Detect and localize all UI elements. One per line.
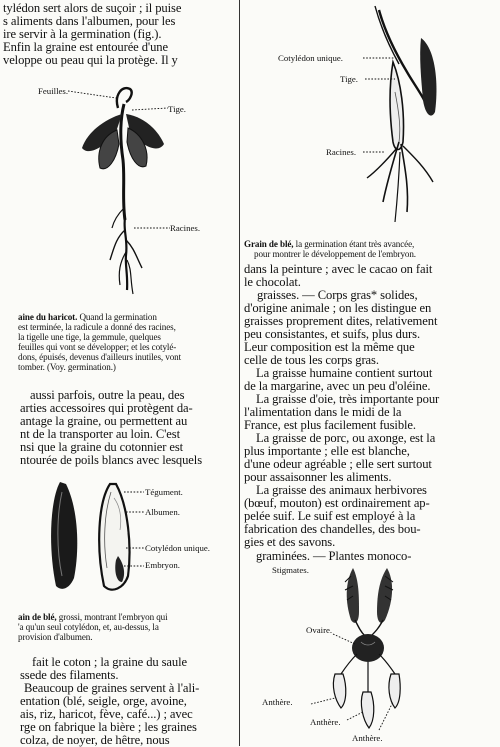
body-line: pour assaisonner les aliments. xyxy=(244,470,392,484)
intro-line: tylédon sert alors de suçoir ; il puise xyxy=(3,1,182,15)
body-line: La graisse de porc, ou axonge, est la xyxy=(256,431,436,445)
body-line: La graisse humaine contient surtout xyxy=(256,366,433,380)
figure-label-anthere: Anthère. xyxy=(352,733,383,743)
body-line: ssede des filaments. xyxy=(20,668,119,682)
figure-label-tegument: Tégument. xyxy=(145,487,183,497)
body-line: pelée suif. Le suif est employé à la xyxy=(244,509,416,523)
figure-label-stigmates: Stigmates. xyxy=(272,565,309,575)
body-line: nsi que la graine du cotonnier est xyxy=(20,440,184,454)
body-line: La graisse d'oie, très importante pour xyxy=(256,392,440,406)
body-line: ais, riz, haricot, fève, café...) ; avec xyxy=(20,707,193,721)
body-line: Leur composition est la même que xyxy=(244,340,415,354)
entry-headword-graisses: graisses. — Corps gras* solides, xyxy=(257,288,418,302)
figure-label-anthere: Anthère. xyxy=(262,697,293,707)
figure-caption-line: 'a qu'un seul cotylédon, et, au-dessus, la xyxy=(18,622,159,632)
figure-label-racines: Racines. xyxy=(170,223,201,233)
entry-headword-graminees: graminées. — Plantes monoco- xyxy=(256,549,412,563)
body-line: entation (blé, seigle, orge, avoine, xyxy=(20,694,187,708)
body-line: peu consistantes, et suifs, plus durs. xyxy=(244,327,420,341)
ble-germination-illustration xyxy=(345,2,455,232)
figure-caption-line: feuilles qui vont se développer; et les cotylé- xyxy=(18,342,177,352)
figure-label-anthere: Anthère. xyxy=(310,717,341,727)
figure-label-racines: Racines. xyxy=(326,147,357,157)
figure-caption-line: est terminée, la radicule a donné des racines, xyxy=(18,322,176,332)
body-line: gies et des savons. xyxy=(244,535,336,549)
body-line: antage la graine, ou permettent au xyxy=(20,414,188,428)
figure-label-ovaire: Ovaire. xyxy=(306,625,333,635)
figure-caption-title: aine du haricot. xyxy=(18,312,78,322)
body-line: Beaucoup de graines servent à l'ali- xyxy=(24,681,200,695)
body-line: ntourée de poils blancs avec lesquels xyxy=(20,453,202,467)
body-line: France, est plus facilement fusible. xyxy=(244,418,416,432)
body-line: arties accessoires qui protègent da- xyxy=(20,401,193,415)
body-line: celle de tous les corps gras. xyxy=(244,353,379,367)
figure-label-cotyledon: Cotylédon unique. xyxy=(145,543,210,553)
figure-caption-line: pour montrer le développement de l'embryon. xyxy=(254,249,416,259)
body-line: d'origine animale ; on les distingue en xyxy=(244,301,432,315)
body-line: dans la peinture ; avec le cacao on fait xyxy=(244,262,433,276)
body-line: colza, de noyer, de hêtre, nous xyxy=(20,733,170,747)
intro-line: ire servir à la germination (fig.). xyxy=(3,27,162,41)
figure-label-feuilles: Feuilles. xyxy=(38,86,69,96)
haricot-germination-illustration xyxy=(70,80,210,305)
body-line: graisses proprement dites, relativement xyxy=(244,314,438,328)
figure-caption-line: Grain de blé, la germination étant très avancée, xyxy=(244,239,415,249)
figure-label-tige: Tige. xyxy=(168,104,187,114)
figure-caption-line: ain de blé, grossi, montrant l'embryon qui xyxy=(18,612,168,622)
figure-caption-title: Grain de blé, xyxy=(244,239,294,249)
figure-label-cotyledon: Cotylédon unique. xyxy=(278,53,343,63)
body-line: fait le coton ; la graine du saule xyxy=(32,655,188,669)
figure-caption-title: ain de blé, xyxy=(18,612,57,622)
column-divider xyxy=(239,0,240,746)
body-line: le chocolat. xyxy=(244,275,301,289)
figure-caption-line: la tigelle une tige, la gemmule, quelques xyxy=(18,332,161,342)
body-line: (bœuf, mouton) est ordinairement ap- xyxy=(244,496,430,510)
figure-label-albumen: Albumen. xyxy=(145,507,180,517)
body-line: aussi parfois, outre la peau, des xyxy=(30,388,185,402)
figure-caption-line: tomber. (Voy. germination.) xyxy=(18,362,116,372)
figure-label-tige: Tige. xyxy=(340,74,359,84)
body-line: d'une odeur agréable ; elle sert surtout xyxy=(244,457,432,471)
intro-line: veloppe ou peau qui la protège. Il y xyxy=(3,53,178,67)
body-line: nt de la transporter au loin. C'est xyxy=(20,427,180,441)
figure-caption-line: provision d'albumen. xyxy=(18,632,93,642)
intro-line: Enfin la graine est entourée d'une xyxy=(3,40,168,54)
figure-caption-line: aine du haricot. Quand la germination xyxy=(18,312,157,322)
intro-line: s aliments dans l'albumen, pour les xyxy=(3,14,176,28)
figure-label-embryon: Embryon. xyxy=(145,560,180,570)
body-line: La graisse des animaux herbivores xyxy=(256,483,427,497)
figure-caption-line: dons, épuisés, devenus d'ailleurs inutiles, vont xyxy=(18,352,182,362)
body-line: l'alimentation dans le midi de la xyxy=(244,405,402,419)
body-line: plus importante ; elle est blanche, xyxy=(244,444,410,458)
body-line: fabrication des chandelles, des bou- xyxy=(244,522,421,536)
body-line: de la margarine, avec un peu d'oléine. xyxy=(244,379,431,393)
body-line: rge on fabrique la bière ; les graines xyxy=(20,720,197,734)
